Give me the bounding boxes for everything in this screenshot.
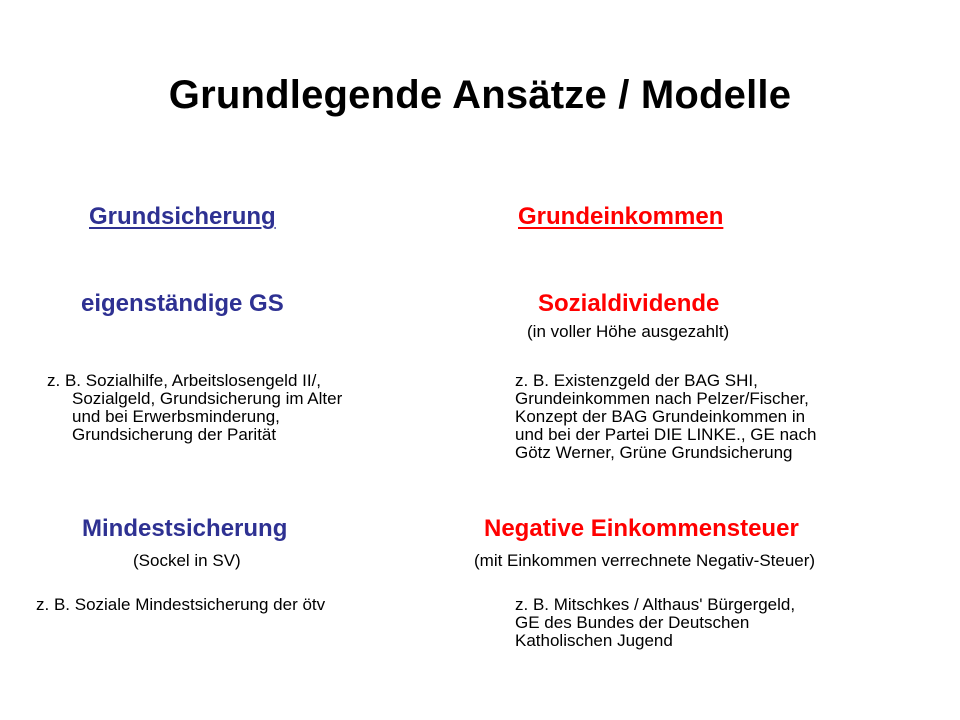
example-line: Grundsicherung der Parität: [72, 425, 277, 444]
example-line: Götz Werner, Grüne Grundsicherung: [515, 443, 793, 462]
example-line: Konzept der BAG Grundeinkommen in: [515, 407, 806, 426]
examples-eigenstaendige-gs: [47, 372, 342, 444]
example-line: z. B. Sozialhilfe, Arbeitslosengeld II/,: [47, 371, 322, 390]
example-line: z. B. Existenzgeld der BAG SHI,: [515, 371, 758, 390]
note-sozialdividende: (in voller Höhe ausgezahlt): [527, 322, 730, 341]
model-negative-einkommensteuer: Negative Einkommensteuer: [484, 515, 799, 542]
examples-sozialdividende: [515, 372, 816, 462]
slide-title: Grundlegende Ansätze / Modelle: [168, 73, 792, 117]
model-sozialdividende: Sozialdividende: [538, 290, 720, 317]
example-line: Katholischen Jugend: [515, 631, 673, 650]
note-mindestsicherung: (Sockel in SV): [133, 551, 241, 570]
example-line: und bei der Partei DIE LINKE., GE nach: [515, 425, 817, 444]
examples-mindestsicherung: [36, 596, 325, 614]
note-negative-einkommensteuer: (mit Einkommen verrechnete Negativ-Steuer): [474, 551, 816, 570]
example-line: z. B. Soziale Mindestsicherung der ötv: [36, 595, 326, 614]
heading-grundeinkommen: Grundeinkommen: [518, 203, 724, 230]
model-eigenstaendige-gs: eigenständige GS: [81, 290, 284, 317]
examples-negative-einkommensteuer: [515, 596, 795, 650]
example-line: und bei Erwerbsminderung,: [72, 407, 280, 426]
example-line: z. B. Mitschkes / Althaus' Bürgergeld,: [515, 595, 796, 614]
example-line: Grundeinkommen nach Pelzer/Fischer,: [515, 389, 809, 408]
example-line: Sozialgeld, Grundsicherung im Alter: [72, 389, 343, 408]
model-mindestsicherung: Mindestsicherung: [82, 515, 288, 542]
heading-grundsicherung: Grundsicherung: [89, 203, 276, 230]
example-line: GE des Bundes der Deutschen: [515, 613, 750, 632]
